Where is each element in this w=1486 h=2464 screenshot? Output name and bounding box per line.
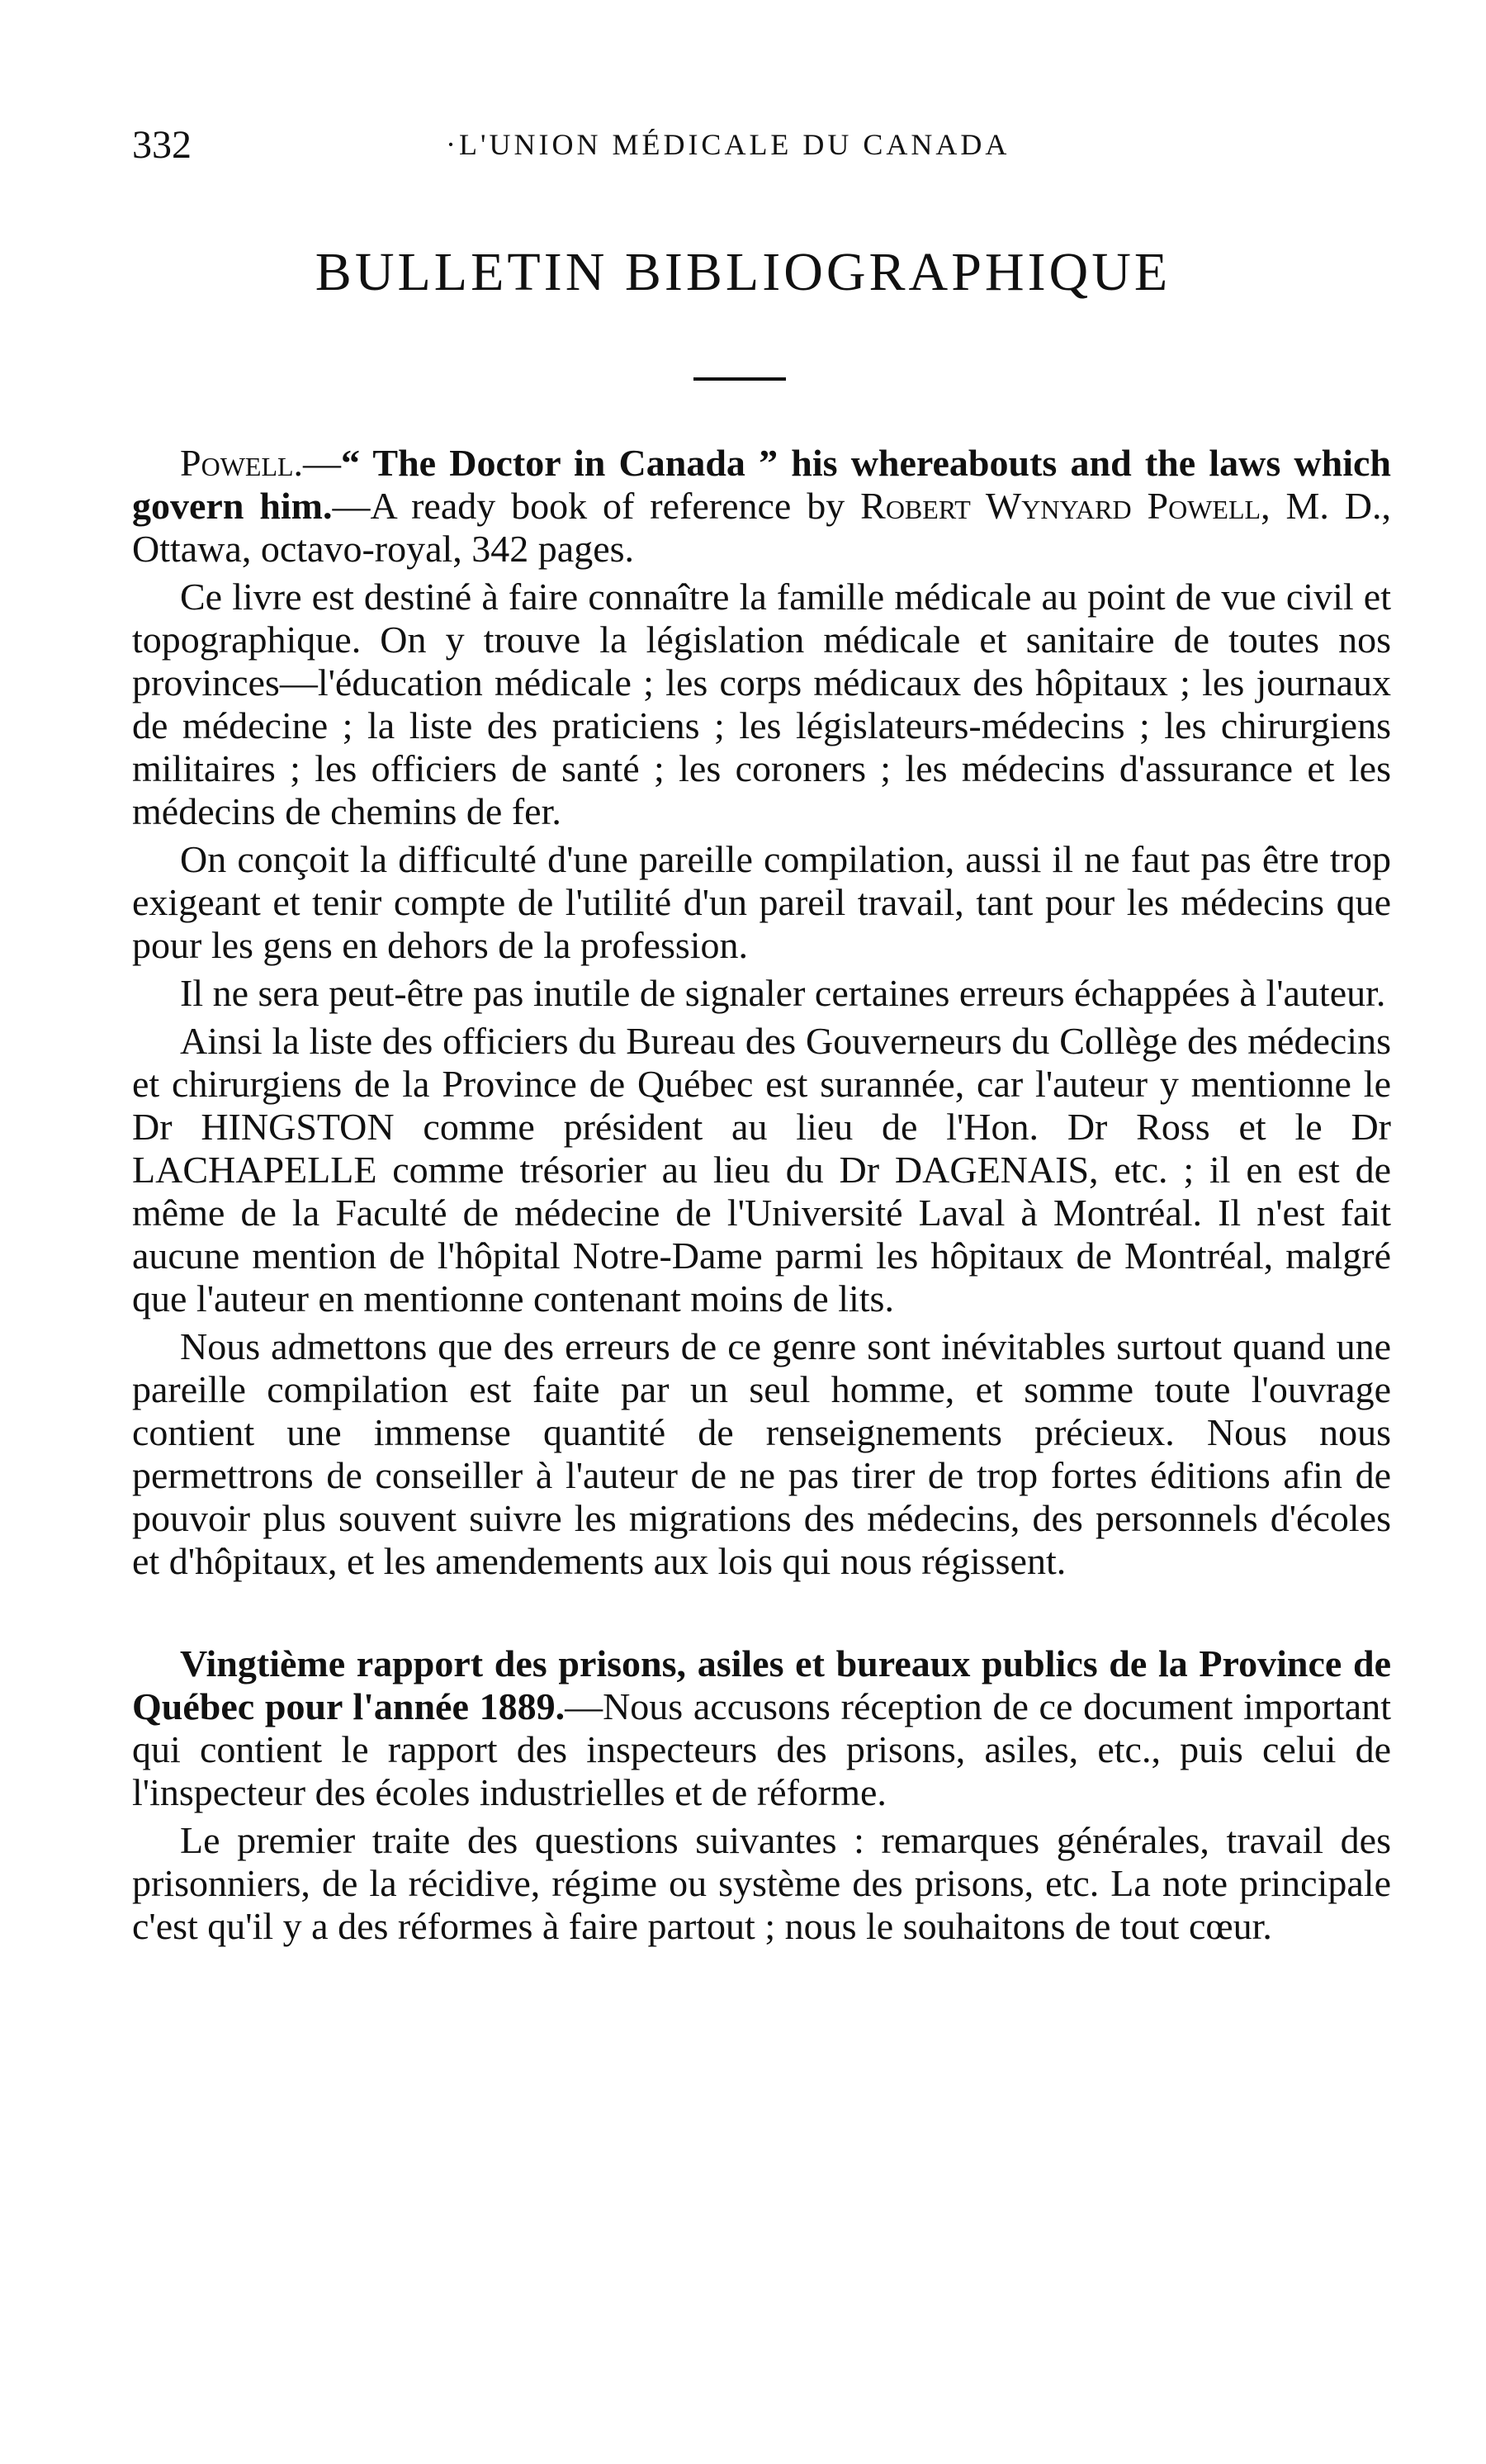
entry-rapport <box>132 1642 1391 1948</box>
paragraph: Ainsi la liste des officiers du Bureau des Gouverneurs du Collège des médecins et chirurgiens de la Province de Québec est surannée, car l'auteur y mentionne le Dr HINGSTON comme président au lieu de l'Hon. Dr Ross et le Dr LACHAPELLE comme trésorier au lieu du Dr DAGENAIS, etc. ; il en est de même de la Faculté de médecine de l'Université Laval à Montréal. Il n'est fait aucune mention de l'hôpital Notre-Dame parmi les hôpitaux de Montréal, malgré que l'auteur en mentionne contenant moins de lits. <box>132 1020 1391 1320</box>
page-number: 332 <box>132 123 192 167</box>
author-name: Robert Wynyard Powell, <box>860 485 1271 527</box>
author-tag: Powell.— <box>180 442 342 484</box>
entry-powell <box>132 442 1391 1583</box>
entry-heading <box>132 1642 1391 1814</box>
entry-heading <box>132 442 1391 571</box>
paragraph: On conçoit la difficulté d'une pareille compilation, aussi il ne faut pas être trop exigeant et tenir compte de l'utilité d'un pareil travail, tant pour les médecins que pour les gens en dehors de la profession. <box>132 838 1391 966</box>
paragraph: Il ne sera peut-être pas inutile de signaler certaines erreurs échappées à l'auteur. <box>180 972 1386 1014</box>
report-lead: —Nous accusons réception de ce document important qui contient le rapport des inspecteurs des prisons, asiles, etc., puis celui de l'inspecteur des écoles industrielles et de réforme. <box>132 1685 1391 1813</box>
book-desc-pre: —A ready book of reference by <box>332 485 861 527</box>
running-head: ·L'UNION MÉDICALE DU CANADA <box>446 128 1010 161</box>
report-title: Vingtième rapport des prisons, asiles et bureaux publics de la Province de Québec pour l'année 1889. <box>132 1642 1391 1727</box>
page-header <box>132 122 1395 172</box>
book-title: “ The Doctor in Canada ” his whereabouts and the laws which govern him. <box>132 442 1391 527</box>
paragraph: Ce livre est destiné à faire connaître la famille médicale au point de vue civil et topographique. On y trouve la législation médicale et sanitaire de toutes nos provinces—l'éducation médicale ; les corps médicaux des hôpitaux ; les journaux de médecine ; la liste des praticiens ; les législateurs-médecins ; les chirurgiens militaires ; les officiers de santé ; les coroners ; les médecins d'assurance et les médecins de chemins de fer. <box>132 576 1391 832</box>
article-body <box>132 442 1391 1953</box>
book-desc-post: M. D., Ottawa, octavo-royal, 342 pages. <box>132 485 1392 570</box>
paragraph: Le premier traite des questions suivantes : remarques générales, travail des prisonniers, de la récidive, régime ou système des prisons, etc. La note principale c'est qu'il y a des réformes à faire partout ; nous le souhaitons de tout cœur. <box>132 1819 1391 1947</box>
paragraph: Nous admettons que des erreurs de ce genre sont inévitables surtout quand une pareille compilation est faite par un seul homme, et somme toute l'ouvrage contient une immense quantité de renseignements précieux. Nous nous permettrons de conseiller à l'auteur de ne pas tirer de trop fortes éditions afin de pouvoir plus souvent suivre les migrations des médecins, des personnels d'écoles et d'hôpitaux, et les amendements aux lois qui nous régissent. <box>132 1325 1391 1582</box>
section-title: BULLETIN BIBLIOGRAPHIQUE <box>315 242 1171 302</box>
title-rule <box>693 377 786 381</box>
